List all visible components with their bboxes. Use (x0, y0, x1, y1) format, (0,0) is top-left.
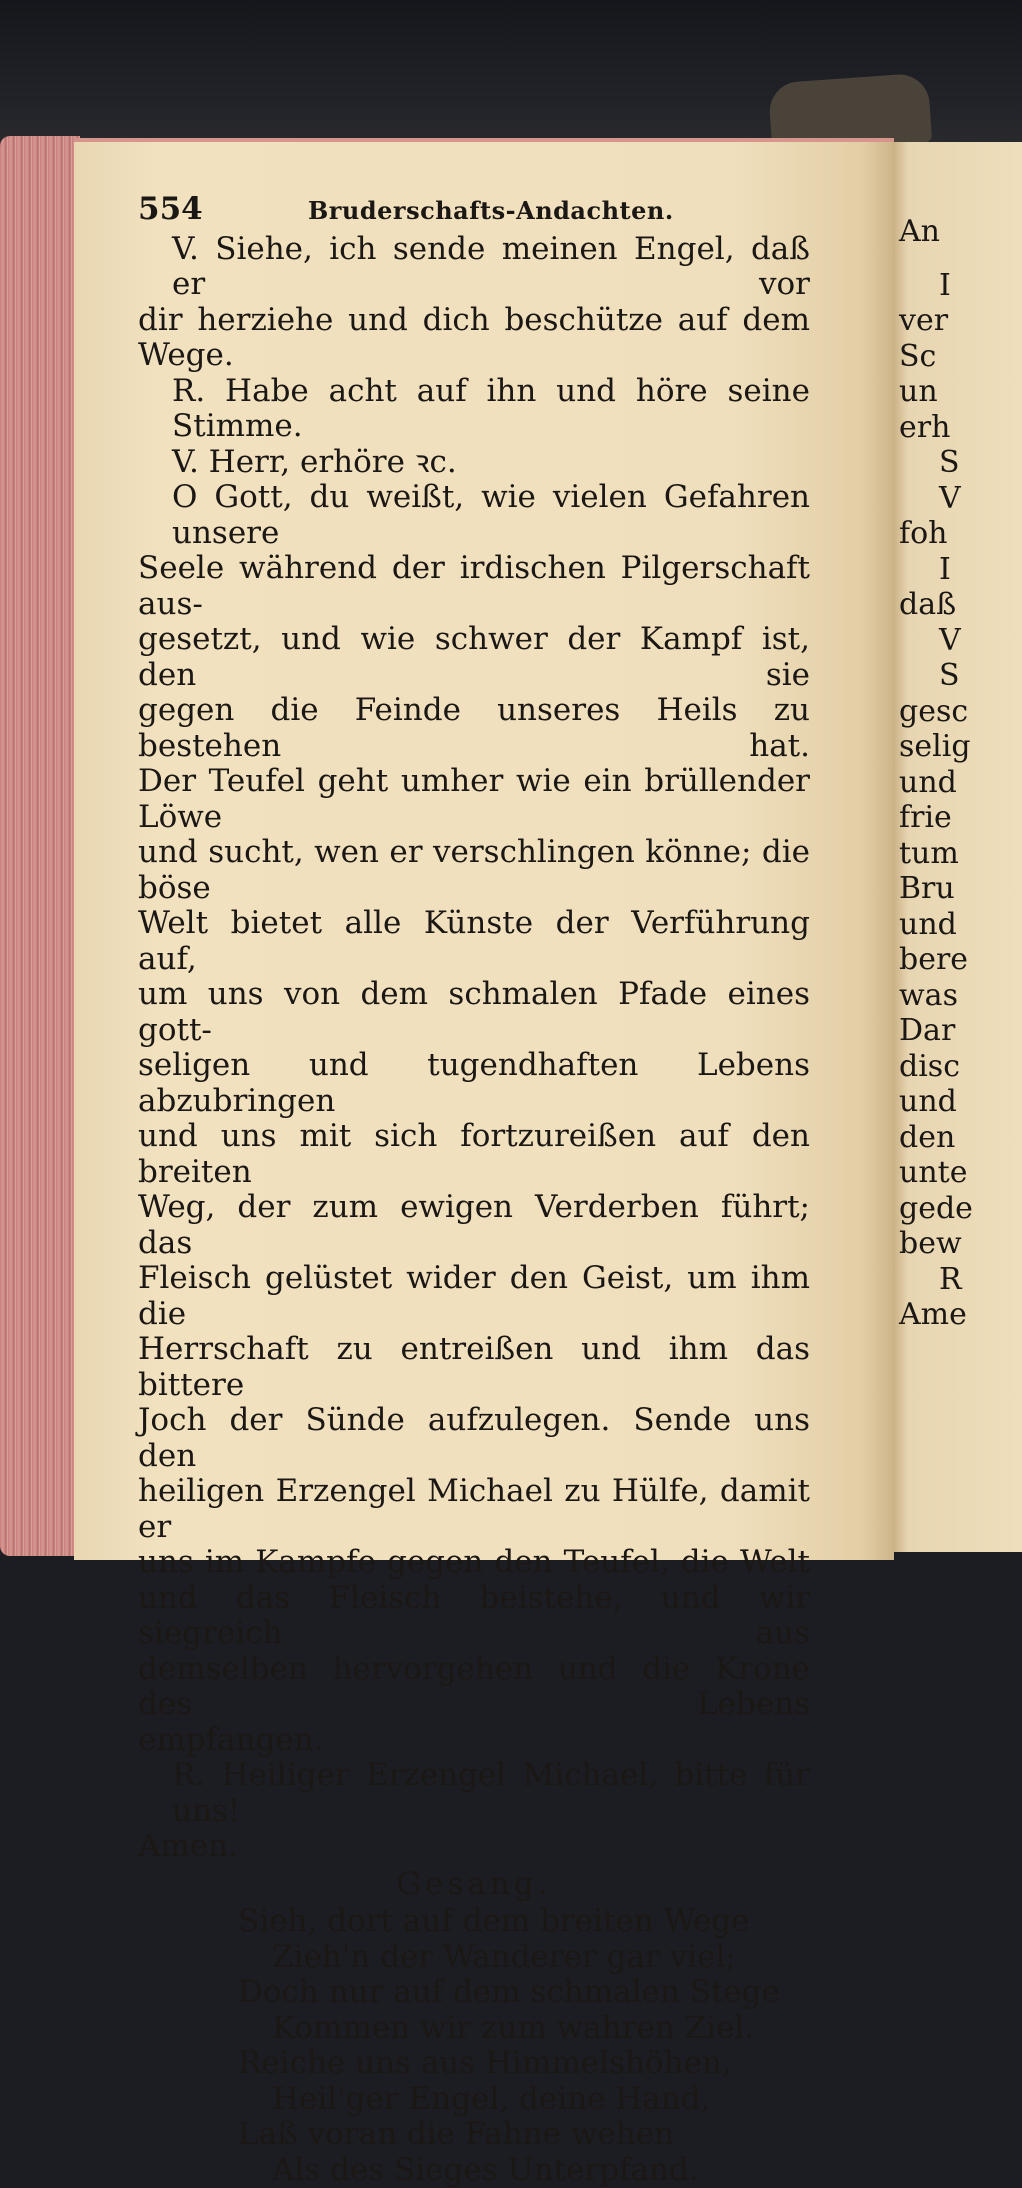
text-fragment: ver (899, 303, 973, 339)
verse-line: Sieh, dort auf dem breiten Wege (238, 1904, 810, 1940)
text-fragment: R (899, 1262, 973, 1298)
text-line: Joch der Sünde aufzulegen. Sende uns den (138, 1403, 810, 1474)
text-fragment: Bru (899, 871, 973, 907)
text-fragment: Sc (899, 339, 973, 375)
text-line: dir herziehe und dich beschütze auf dem Wege. (138, 303, 810, 374)
text-line: Herrschaft zu entreißen und ihm das bittere (138, 1332, 810, 1403)
text-line: Amen. (138, 1829, 810, 1865)
text-line: R. Heiliger Erzengel Michael, bitte für uns! (138, 1758, 810, 1829)
text-fragment: gede (899, 1191, 973, 1227)
verse-line: Reiche uns aus Himmelshöhen, (238, 2046, 810, 2082)
verse-line: Heil'ger Engel, deine Hand, (238, 2082, 810, 2118)
text-fragment: foh (899, 516, 973, 552)
page-header (138, 192, 810, 229)
text-fragment: daß (899, 587, 973, 623)
text-fragment: erh (899, 410, 973, 446)
verse-line: Zieh'n der Wanderer gar viel; (238, 1940, 810, 1976)
text-line: und uns mit sich fortzureißen auf den breiten (138, 1119, 810, 1190)
text-fragment: disc (899, 1049, 973, 1085)
verse-line: Doch nur auf dem schmalen Stege (238, 1975, 810, 2011)
hymn-heading: Gesang. (138, 1867, 810, 1903)
text-line: empfangen. (138, 1723, 810, 1759)
versicle-1 (138, 232, 810, 374)
page-number: 554 (138, 192, 308, 228)
text-line: O Gott, du weißt, wie vielen Gefahren unsere (138, 480, 810, 551)
text-fragment: gesc (899, 694, 973, 730)
text-line: gegen die Feinde unseres Heils zu bestehen hat. (138, 693, 810, 764)
running-head: Bruderschafts-Andachten. (308, 193, 674, 229)
text-line: Fleisch gelüstet wider den Geist, um ihm die (138, 1261, 810, 1332)
text-fragment: unte (899, 1155, 973, 1191)
text-line: Weg, der zum ewigen Verderben führt; das (138, 1190, 810, 1261)
text-line: R. Habe acht auf ihn und höre seine Stimme. (138, 374, 810, 445)
text-line: und sucht, wen er verschlingen könne; die böse (138, 835, 810, 906)
text-line: uns im Kampfe gegen den Teufel, die Welt (138, 1545, 810, 1581)
text-fragment: tum (899, 836, 973, 872)
text-line: heiligen Erzengel Michael zu Hülfe, damit er (138, 1474, 810, 1545)
right-page (893, 142, 1022, 1552)
text-fragment: I (899, 268, 973, 304)
text-fragment: S (899, 445, 973, 481)
text-line: um uns von dem schmalen Pfade eines gott- (138, 977, 810, 1048)
text-fragment: V (899, 623, 973, 659)
page-edges (0, 136, 80, 1556)
text-fragment: I (899, 552, 973, 588)
text-line: und das Fleisch beistehe, und wir siegreich aus (138, 1581, 810, 1652)
prayer-paragraph (138, 480, 810, 1758)
text-line: Welt bietet alle Künste der Verführung auf, (138, 906, 810, 977)
text-fragment: den (899, 1120, 973, 1156)
text-fragment: und (899, 765, 973, 801)
text-fragment: S (899, 658, 973, 694)
text-fragment: bere (899, 942, 973, 978)
versicle-2 (138, 445, 810, 481)
response-1 (138, 374, 810, 445)
text-fragment: und (899, 1084, 973, 1120)
text-line: Seele während der irdischen Pilgerschaft aus- (138, 551, 810, 622)
right-page-text (899, 214, 973, 1333)
text-line: gesetzt, und wie schwer der Kampf ist, den sie (138, 622, 810, 693)
verse-line: Laß voran die Fahne wehen (238, 2117, 810, 2153)
text-line: Der Teufel geht umher wie ein brüllender Löwe (138, 764, 810, 835)
text-fragment: selig (899, 729, 973, 765)
text-fragment: An (899, 214, 973, 250)
text-line: seligen und tugendhaften Lebens abzubringen (138, 1048, 810, 1119)
text-fragment: bew (899, 1226, 973, 1262)
text-fragment: V (899, 481, 973, 517)
text-fragment: was (899, 978, 973, 1014)
hymn-stanza (138, 1904, 810, 2188)
text-fragment: und (899, 907, 973, 943)
left-page-text (138, 192, 810, 2188)
text-fragment: Dar (899, 1013, 973, 1049)
response-2 (138, 1758, 810, 1865)
text-fragment: Ame (899, 1297, 973, 1333)
verse-line: Kommen wir zum wahren Ziel. (238, 2011, 810, 2047)
text-line: V. Herr, erhöre ꝛc. (138, 445, 810, 481)
text-fragment: frie (899, 800, 973, 836)
text-fragment: un (899, 374, 973, 410)
text-line: demselben hervorgehen und die Krone des Lebens (138, 1652, 810, 1723)
verse-line: Als des Sieges Unterpfand. (238, 2153, 810, 2188)
text-line: V. Siehe, ich sende meinen Engel, daß er vor (138, 232, 810, 303)
left-page (74, 138, 894, 1560)
